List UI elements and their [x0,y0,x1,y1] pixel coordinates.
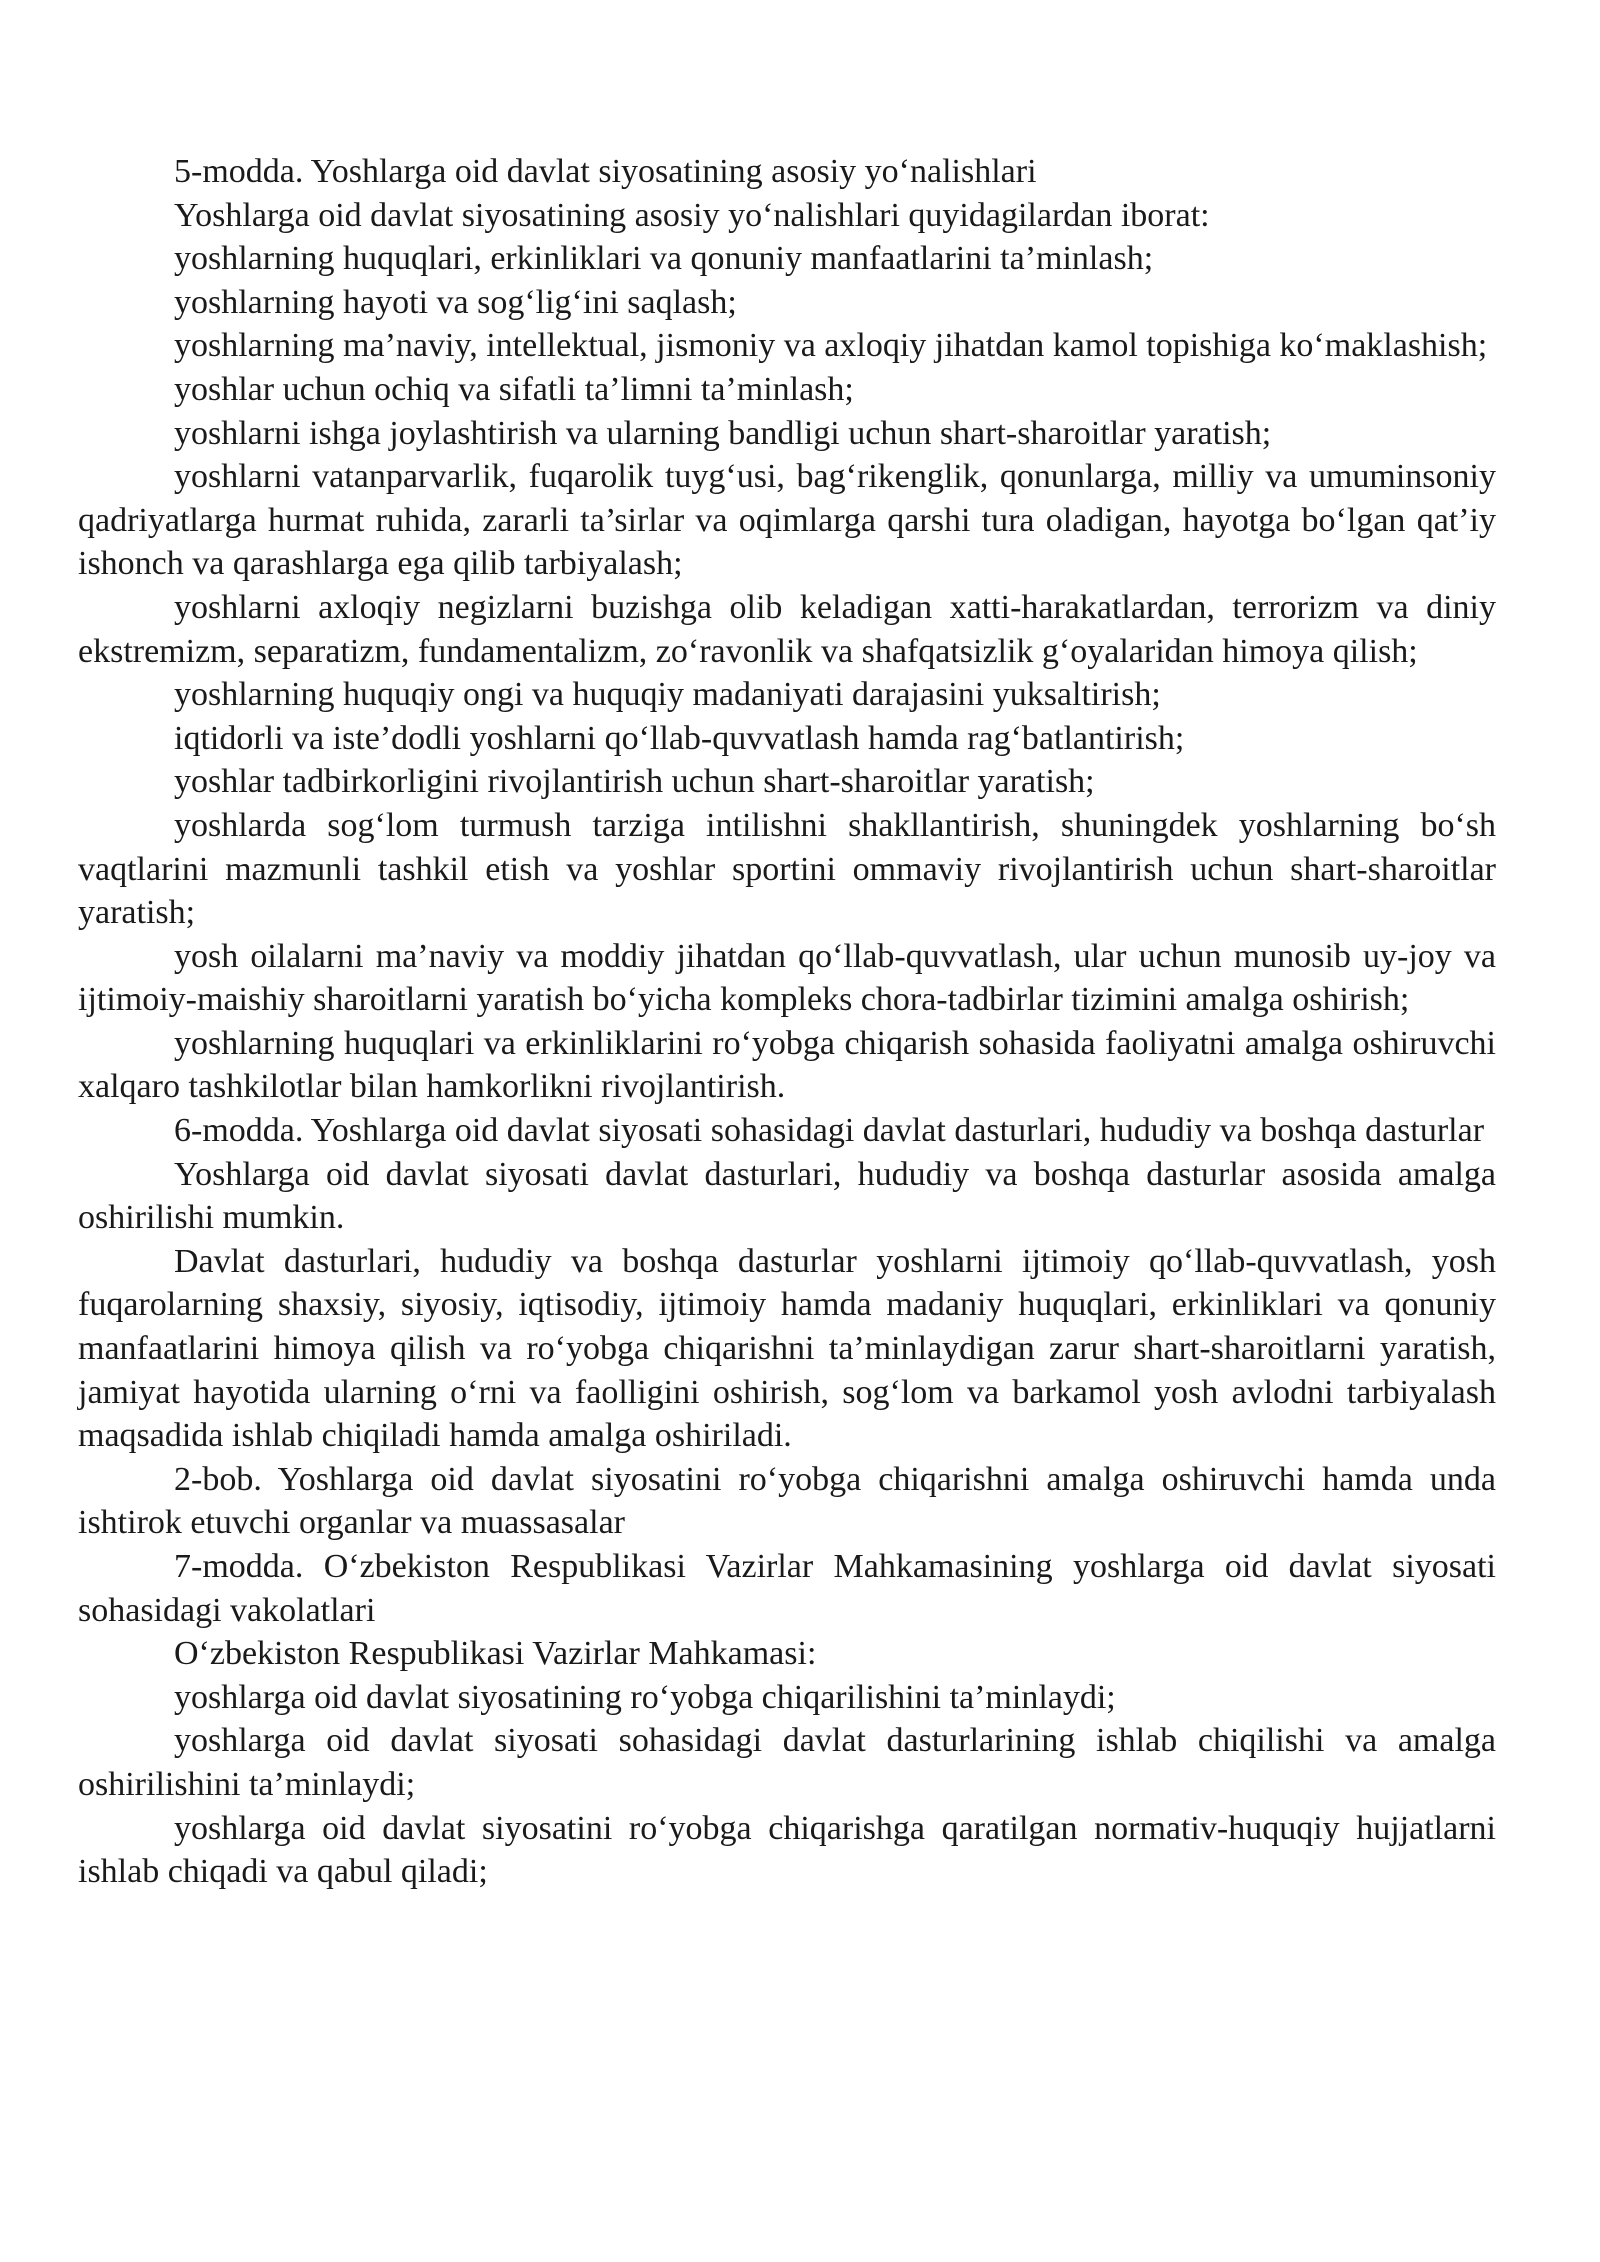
paragraph: Yoshlarga oid davlat siyosati davlat dasturlari, hududiy va boshqa dasturlar asosida amalga oshirilishi mumkin. [78,1155,1496,1237]
list-item: yoshlar tadbirkorligini rivojlantirish uchun shart-sharoitlar yaratish; [174,763,1095,801]
article-7-heading: 7-modda. O‘zbekiston Respublikasi Vazirlar Mahkamasining yoshlarga oid davlat siyosati sohasidagi vakolatlari [78,1548,1496,1629]
list-item: yoshlarning huquqlari va erkinliklarini ro‘yobga chiqarish sohasida faoliyatni amalga oshiruvchi xalqaro tashkilotlar bilan hamkorlikni rivojlantirish. [78,1024,1496,1106]
list-item: yoshlarda sog‘lom turmush tarziga intilishni shakllantirish, shuningdek yoshlarning bo‘sh vaqtlarini mazmunli tashkil etish va yoshlar sportini ommaviy rivojlantirish uchun shart-sharoitlar yaratish; [78,806,1496,932]
list-item: iqtidorli va iste’dodli yoshlarni qo‘llab-quvvatlash hamda rag‘batlantirish; [174,719,1185,757]
list-item: yoshlarga oid davlat siyosati sohasidagi davlat dasturlarining ishlab chiqilishi va amalga oshirilishini ta’minlaydi; [78,1722,1496,1803]
list-item: yoshlarning huquqiy ongi va huquqiy madaniyati darajasini yuksaltirish; [174,676,1161,714]
chapter-2-heading: 2-bob. Yoshlarga oid davlat siyosatini ro‘yobga chiqarishni amalga oshiruvchi hamda unda ishtirok etuvchi organlar va muassasalar [78,1460,1496,1542]
list-item: yoshlarning ma’naviy, intellektual, jismoniy va axloqiy jihatdan kamol topishiga ko‘maklashish; [174,327,1488,365]
list-item: yoshlarni ishga joylashtirish va ularning bandligi uchun shart-sharoitlar yaratish; [174,414,1272,452]
list-item: yoshlarning hayoti va sog‘lig‘ini saqlash; [174,283,737,321]
paragraph: Yoshlarga oid davlat siyosatining asosiy yo‘nalishlari quyidagilardan iborat: [174,196,1210,234]
document-page [78,150,1496,1894]
list-item: yoshlarni axloqiy negizlarni buzishga olib keladigan xatti-harakatlardan, terrorizm va diniy ekstremizm, separatizm, fundamentalizm, zo‘ravonlik va shafqatsizlik g‘oyalaridan himoya qilish; [78,588,1496,670]
list-item: yoshlarga oid davlat siyosatining ro‘yobga chiqarilishini ta’minlaydi; [174,1678,1116,1716]
article-6-heading: 6-modda. Yoshlarga oid davlat siyosati sohasidagi davlat dasturlari, hududiy va boshqa dasturlar [174,1112,1485,1150]
article-5-heading: 5-modda. Yoshlarga oid davlat siyosatining asosiy yo‘nalishlari [174,153,1037,190]
list-item: yoshlarga oid davlat siyosatini ro‘yobga chiqarishga qaratilgan normativ-huquqiy hujjatlarni ishlab chiqadi va qabul qiladi; [78,1809,1496,1891]
paragraph: Davlat dasturlari, hududiy va boshqa dasturlar yoshlarni ijtimoiy qo‘llab-quvvatlash, yosh fuqarolarning shaxsiy, siyosiy, iqtisodiy, ijtimoiy hamda madaniy huquqlari, erkinliklari va qonuniy manfaatlarini himoya qilish va ro‘yobga chiqarishni ta’minlaydigan zarur shart-sharoitlarni yaratish, jamiyat hayotida ularning o‘rni va faolligini oshirish, sog‘lom va barkamol yosh avlodni tarbiyalash maqsadida ishlab chiqiladi hamda amalga oshiriladi. [78,1242,1496,1455]
list-item: yoshlar uchun ochiq va sifatli ta’limni ta’minlash; [174,370,854,408]
list-item: yosh oilalarni ma’naviy va moddiy jihatdan qo‘llab-quvvatlash, ular uchun munosib uy-joy va ijtimoiy-maishiy sharoitlarni yaratish bo‘yicha kompleks chora-tadbirlar tizimini amalga oshirish; [78,937,1496,1019]
list-item: yoshlarning huquqlari, erkinliklari va qonuniy manfaatlarini ta’minlash; [174,240,1154,278]
paragraph: O‘zbekiston Respublikasi Vazirlar Mahkamasi: [174,1635,817,1673]
list-item: yoshlarni vatanparvarlik, fuqarolik tuyg‘usi, bag‘rikenglik, qonunlarga, milliy va umuminsoniy qadriyatlarga hurmat ruhida, zararli ta’sirlar va oqimlarga qarshi tura oladigan, hayotga bo‘lgan qat’iy ishonch va qarashlarga ega qilib tarbiyalash; [78,458,1496,583]
